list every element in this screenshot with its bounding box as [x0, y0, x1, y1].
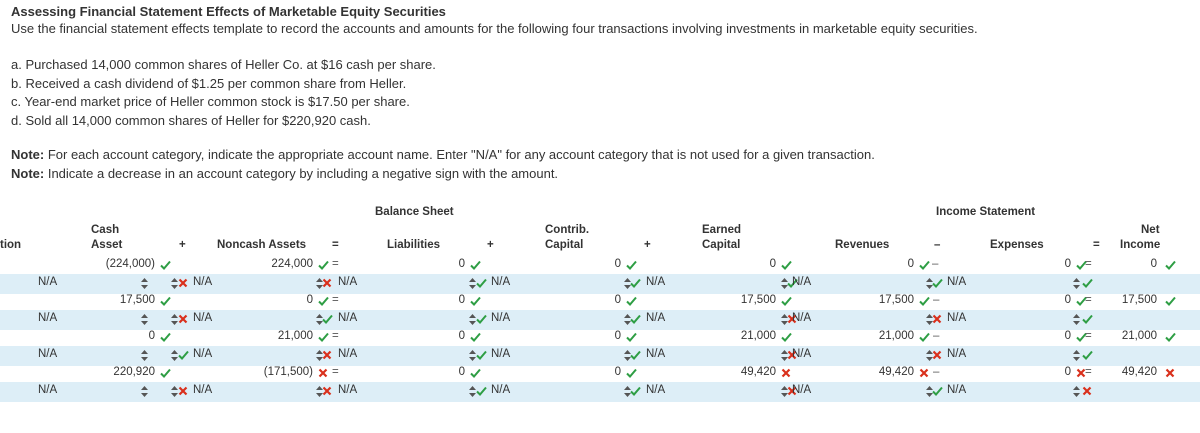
earned-amount-input[interactable]: 21,000: [740, 330, 776, 342]
noncash-amount-input[interactable]: 0: [306, 294, 313, 306]
expenses-account-name[interactable]: N/A: [947, 312, 967, 324]
transaction-header: tion: [0, 239, 22, 251]
sort-arrows-icon[interactable]: [171, 278, 178, 292]
minus-operator: –: [932, 258, 939, 270]
check-icon: [1082, 350, 1093, 363]
net-amount-input[interactable]: 0: [1150, 258, 1157, 270]
minus-operator: –: [933, 330, 940, 342]
check-icon: [470, 260, 481, 273]
note-label: Note:: [11, 147, 45, 162]
contrib-amount-input[interactable]: 0: [614, 330, 621, 342]
noncash-header: Noncash Assets: [217, 239, 307, 251]
expenses-account-name[interactable]: N/A: [947, 276, 967, 288]
check-icon: [322, 314, 333, 327]
noncash-amount-input[interactable]: 224,000: [271, 258, 313, 270]
revenues-amount-input[interactable]: 17,500: [878, 294, 914, 306]
contrib-amount-input[interactable]: 0: [614, 366, 621, 378]
check-icon: [470, 368, 481, 381]
cross-icon: [1082, 386, 1092, 399]
check-icon: [781, 332, 792, 345]
check-icon: [1165, 332, 1176, 345]
contrib-account-name[interactable]: N/A: [491, 384, 511, 396]
check-icon: [630, 350, 641, 363]
net-amount-input[interactable]: 21,000: [1121, 330, 1157, 342]
cash-amount-input[interactable]: 17,500: [119, 294, 155, 306]
check-icon: [160, 260, 171, 273]
cross-icon: [932, 350, 942, 363]
noncash-account-name[interactable]: N/A: [193, 384, 213, 396]
note-text: For each account category, indicate the appropriate account name. Enter "N/A" for any account category that is not used for a given transaction.: [44, 147, 875, 162]
expenses-amount-input[interactable]: 0: [1064, 330, 1071, 342]
earned-header-l2: Capital: [702, 239, 741, 251]
check-icon: [476, 386, 487, 399]
earned-account-name[interactable]: N/A: [646, 384, 666, 396]
expenses-amount-input[interactable]: 0: [1064, 258, 1071, 270]
check-icon: [932, 386, 943, 399]
sort-arrows-icon[interactable]: [469, 350, 476, 364]
transaction-d: d. Sold all 14,000 common shares of Heller for $220,920 cash.: [11, 112, 371, 128]
equals-operator: =: [1085, 258, 1092, 270]
cross-icon: [1165, 368, 1175, 381]
plus-operator: +: [644, 239, 651, 251]
sort-arrows-icon[interactable]: [141, 386, 148, 400]
cash-header-l2: Asset: [91, 239, 123, 251]
cash-amount-input[interactable]: 0: [148, 330, 155, 342]
check-icon: [626, 332, 637, 345]
earned-amount-input[interactable]: 0: [769, 258, 776, 270]
sort-arrows-icon[interactable]: [1073, 350, 1080, 364]
cross-icon: [919, 368, 929, 381]
notes: [11, 146, 875, 183]
noncash-amount-input[interactable]: 21,000: [277, 330, 313, 342]
check-icon: [919, 260, 930, 273]
check-icon: [919, 332, 930, 345]
revenues-amount-input[interactable]: 0: [907, 258, 914, 270]
cash-header-l1: Cash: [91, 224, 120, 236]
contrib-amount-input[interactable]: 0: [614, 294, 621, 306]
equals-operator: =: [1085, 294, 1092, 306]
page-title: Assessing Financial Statement Effects of Marketable Equity Securities: [11, 4, 446, 19]
equals-operator: =: [332, 366, 339, 378]
revenues-account-name[interactable]: N/A: [792, 384, 812, 396]
expenses-header: Expenses: [990, 239, 1044, 251]
noncash-account-name[interactable]: N/A: [193, 276, 213, 288]
check-icon: [470, 296, 481, 309]
noncash-account-name[interactable]: N/A: [193, 312, 213, 324]
revenues-account-name[interactable]: N/A: [792, 348, 812, 360]
minus-operator: –: [934, 239, 941, 251]
liabilities-amount-input[interactable]: 0: [458, 294, 465, 306]
sort-arrows-icon[interactable]: [1073, 314, 1080, 328]
liabilities-account-name[interactable]: N/A: [338, 384, 358, 396]
earned-amount-input[interactable]: 17,500: [740, 294, 776, 306]
transaction-list: [11, 56, 436, 130]
check-icon: [1082, 278, 1093, 291]
note-1: [11, 146, 875, 165]
cross-icon: [178, 386, 188, 399]
equals-operator: =: [332, 294, 339, 306]
liabilities-amount-input[interactable]: 0: [458, 366, 465, 378]
expenses-account-name[interactable]: N/A: [947, 384, 967, 396]
cross-icon: [178, 314, 188, 327]
check-icon: [476, 278, 487, 291]
sort-arrows-icon[interactable]: [141, 278, 148, 292]
cross-icon: [322, 386, 332, 399]
expenses-amount-input[interactable]: 0: [1064, 366, 1071, 378]
check-icon: [1082, 314, 1093, 327]
earned-account-name[interactable]: N/A: [646, 348, 666, 360]
check-icon: [160, 332, 171, 345]
liabilities-amount-input[interactable]: 0: [458, 330, 465, 342]
sort-arrows-icon[interactable]: [171, 386, 178, 400]
revenues-account-name[interactable]: N/A: [792, 312, 812, 324]
sort-arrows-icon[interactable]: [141, 314, 148, 328]
equals-operator: =: [332, 258, 339, 270]
check-icon: [318, 332, 329, 345]
instructions: Use the financial statement effects template to record the accounts and amounts for the following four transactions involving investments in marketable equity securities.: [11, 21, 978, 36]
earned-account-name[interactable]: N/A: [646, 312, 666, 324]
equals-operator: =: [332, 239, 339, 251]
balance-sheet-header: Balance Sheet: [375, 206, 454, 218]
check-icon: [630, 314, 641, 327]
earned-account-name[interactable]: N/A: [646, 276, 666, 288]
check-icon: [781, 296, 792, 309]
cash-account-name[interactable]: N/A: [38, 312, 58, 324]
net-header-l2: Income: [1120, 239, 1161, 251]
transaction-c: c. Year-end market price of Heller common stock is $17.50 per share.: [11, 94, 410, 109]
noncash-account-name[interactable]: N/A: [193, 348, 213, 360]
revenues-account-name[interactable]: N/A: [792, 276, 812, 288]
sort-arrows-icon[interactable]: [171, 314, 178, 328]
check-icon: [932, 278, 943, 291]
sort-arrows-icon[interactable]: [469, 314, 476, 328]
sort-arrows-icon[interactable]: [1073, 278, 1080, 292]
check-icon: [160, 296, 171, 309]
contrib-header-l1: Contrib.: [545, 224, 590, 236]
check-icon: [318, 296, 329, 309]
check-icon: [630, 278, 641, 291]
contrib-account-name[interactable]: N/A: [491, 348, 511, 360]
check-icon: [476, 350, 487, 363]
plus-operator: +: [487, 239, 494, 251]
transaction-a: a. Purchased 14,000 common shares of Heller Co. at $16 cash per share.: [11, 57, 436, 72]
check-icon: [476, 314, 487, 327]
check-icon: [630, 386, 641, 399]
contrib-account-name[interactable]: N/A: [491, 276, 511, 288]
cash-account-name[interactable]: N/A: [38, 348, 58, 360]
revenues-amount-input[interactable]: 21,000: [878, 330, 914, 342]
cash-amount-input[interactable]: 220,920: [113, 366, 155, 378]
cross-icon: [932, 314, 942, 327]
expenses-amount-input[interactable]: 0: [1064, 294, 1071, 306]
financial-statement-effects-template: [0, 204, 1200, 428]
cross-icon: [781, 368, 791, 381]
cross-icon: [318, 368, 328, 381]
sort-arrows-icon[interactable]: [469, 386, 476, 400]
check-icon: [919, 296, 930, 309]
contrib-amount-input[interactable]: 0: [614, 258, 621, 270]
plus-operator: +: [179, 239, 186, 251]
expenses-account-name[interactable]: N/A: [947, 348, 967, 360]
net-amount-input[interactable]: 49,420: [1121, 366, 1157, 378]
sort-arrows-icon[interactable]: [171, 350, 178, 364]
cash-account-name[interactable]: N/A: [38, 276, 58, 288]
note-text: Indicate a decrease in an account category by including a negative sign with the amount.: [44, 165, 559, 181]
cash-amount-input[interactable]: (224,000): [105, 258, 155, 270]
revenues-header: Revenues: [835, 239, 890, 251]
cross-icon: [322, 278, 332, 291]
net-header-l1: Net: [1141, 224, 1160, 236]
liabilities-account-name[interactable]: N/A: [338, 276, 358, 288]
transaction-b: b. Received a cash dividend of $1.25 per common share from Heller.: [11, 75, 407, 91]
noncash-amount-input[interactable]: (171,500): [263, 366, 313, 378]
cross-icon: [178, 278, 188, 291]
liabilities-account-name[interactable]: N/A: [338, 348, 358, 360]
contrib-account-name[interactable]: N/A: [491, 312, 511, 324]
liabilities-amount-input[interactable]: 0: [458, 258, 465, 270]
note-2: [11, 165, 875, 184]
check-icon: [626, 260, 637, 273]
minus-operator: –: [933, 294, 940, 306]
check-icon: [318, 260, 329, 273]
liabilities-header: Liabilities: [387, 239, 441, 251]
earned-amount-input[interactable]: 49,420: [740, 366, 776, 378]
check-icon: [160, 368, 171, 381]
check-icon: [470, 332, 481, 345]
equals-operator: =: [1085, 330, 1092, 342]
check-icon: [781, 260, 792, 273]
check-icon: [1165, 260, 1176, 273]
sort-arrows-icon[interactable]: [141, 350, 148, 364]
sort-arrows-icon[interactable]: [469, 278, 476, 292]
check-icon: [178, 350, 189, 363]
equals-operator: =: [332, 330, 339, 342]
note-label: Note:: [11, 165, 45, 181]
minus-operator: –: [933, 366, 940, 378]
net-amount-input[interactable]: 17,500: [1121, 294, 1157, 306]
revenues-amount-input[interactable]: 49,420: [878, 366, 914, 378]
equals-operator: =: [1093, 239, 1100, 251]
check-icon: [626, 296, 637, 309]
cross-icon: [322, 350, 332, 363]
income-statement-header: Income Statement: [936, 206, 1036, 218]
check-icon: [626, 368, 637, 381]
sort-arrows-icon[interactable]: [1073, 386, 1080, 400]
cash-account-name[interactable]: N/A: [38, 384, 58, 396]
check-icon: [1165, 296, 1176, 309]
earned-header-l1: Earned: [702, 224, 741, 236]
liabilities-account-name[interactable]: N/A: [338, 312, 358, 324]
equals-operator: =: [1085, 366, 1092, 378]
contrib-header-l2: Capital: [545, 239, 584, 251]
